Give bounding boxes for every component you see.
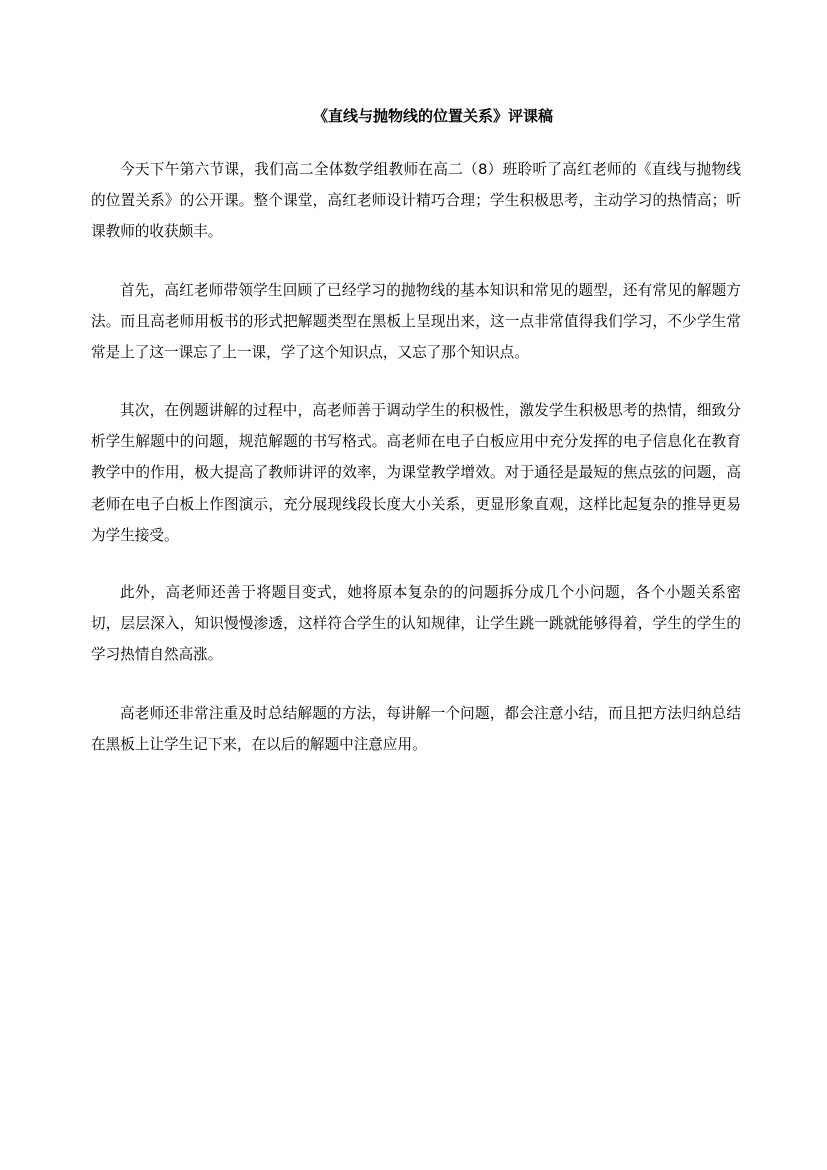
paragraph-intro: 今天下午第六节课，我们高二全体数学组教师在高二（8）班聆听了高红老师的《直线与抛物线的位置关系》的公开课。整个课堂，高红老师设计精巧合理；学生积极思考，主动学习的热情高；听课教师的收获颇丰。: [91, 161, 741, 241]
paragraph-second: 其次，在例题讲解的过程中，高老师善于调动学生的积极性，激发学生积极思考的热情，细致分析学生解题中的问题，规范解题的书写格式。高老师在电子白板应用中充分发挥的电子信息化在教育教学中的作用，极大提高了教师讲评的效率，为课堂教学增效。对于通径是最短的焦点弦的问题，高老师在电子白板上作图演示，充分展现线段长度大小关系，更显形象直观，这样比起复杂的推导更易为学生接受。: [91, 402, 741, 544]
paragraph-first: 首先，高红老师带领学生回顾了已经学习的抛物线的基本知识和常见的题型，还有常见的解题方法。而且高老师用板书的形式把解题类型在黑板上呈现出来，这一点非常值得我们学习，不少学生常常是上了这一课忘了上一课，学了这个知识点，又忘了那个知识点。: [91, 282, 741, 362]
paragraph-summary: 高老师还非常注重及时总结解题的方法，每讲解一个问题，都会注意小结，而且把方法归纳总结在黑板上让学生记下来，在以后的解题中注意应用。: [91, 705, 741, 754]
paragraph-third: 此外，高老师还善于将题目变式，她将原本复杂的的问题拆分成几个小问题，各个小题关系密切，层层深入，知识慢慢渗透，这样符合学生的认知规律，让学生跳一跳就能够得着，学生的学生的学习热情自然高涨。: [91, 584, 741, 664]
document-title: 《直线与抛物线的位置关系》评课稿: [312, 107, 553, 125]
